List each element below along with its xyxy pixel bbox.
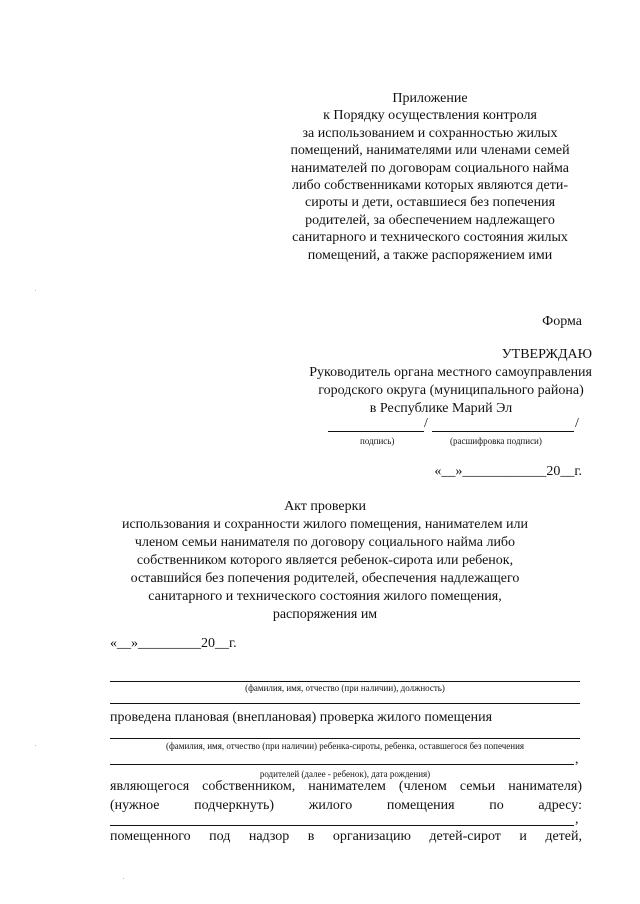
act-line: собственником которого является ребенок-сирота или ребенок, [136, 553, 514, 568]
comma: , [575, 752, 579, 767]
placed-line: помещенного под надзор в организацию детей-сирот и детей, [110, 829, 582, 844]
approval-line-1: Руководитель органа местного самоуправления [309, 365, 592, 380]
act-line: оставшийся без попечения родителей, обеспечения надлежащего [130, 571, 520, 586]
address-line: (нужное подчеркнуть) жилого помещения по адресу: [110, 798, 582, 813]
signature-label: подпись) [360, 436, 395, 446]
scan-speck [35, 745, 36, 746]
appendix-line: помещений, а также распоряжением ими [307, 247, 553, 263]
appendix-header [270, 90, 590, 264]
child-note: (фамилия, имя, отчество (при наличии) ребенка-сироты, ребенка, оставшегося без попечения [165, 741, 525, 751]
appendix-line: сироты и дети, оставшиеся без попечения [304, 195, 556, 211]
approval-title: УТВЕРЖДАЮ [501, 347, 592, 362]
appendix-line: либо собственниками которых являются дети- [291, 178, 568, 194]
appendix-line: помещений, нанимателями или членами семей [290, 143, 570, 159]
appendix-line: родителей, за обеспечением надлежащего [305, 212, 555, 228]
approval-block [270, 346, 592, 418]
act-heading [100, 498, 550, 624]
act-line: санитарного и технического состояния жилого помещения, [148, 589, 502, 604]
act-line: использования и сохранности жилого помещения, нанимателем или [121, 517, 529, 532]
approval-line-3: в Республике Марий Эл [369, 401, 513, 416]
approval-line-2: городского округа (муниципального района) [318, 383, 584, 398]
decode-line [432, 431, 574, 432]
appendix-line: Приложение [392, 91, 468, 106]
inspector-line [110, 681, 580, 682]
signature-slash: / [424, 416, 428, 431]
inspector-note: (фамилия, имя, отчество (при наличии), должность) [245, 683, 445, 693]
approval-date: «__»____________20__г. [434, 464, 582, 479]
scan-speck [35, 290, 36, 291]
appendix-line: санитарного и технического состояния жилых [292, 230, 568, 246]
act-line: членом семьи нанимателя по договору социального найма либо [134, 535, 516, 550]
child-line-2 [110, 764, 574, 765]
inspection-line: проведена плановая (внеплановая) проверка жилого помещения [110, 710, 493, 725]
decode-slash: / [575, 416, 579, 431]
appendix-line: к Порядку осуществления контроля [323, 108, 537, 124]
signature-line [328, 431, 424, 432]
act-line: распоряжения им [272, 607, 378, 622]
act-date: «__»_________20__г. [110, 636, 237, 651]
form-label: Форма [542, 314, 582, 329]
child-line [110, 738, 580, 739]
child-note-2: родителей (далее - ребенок), дата рождения) [259, 769, 431, 779]
owner-line: являющегося собственником, нанимателем (членом семьи нанимателя) [110, 779, 582, 794]
scan-speck [123, 878, 124, 879]
appendix-line: за использованием и сохранностью жилых [302, 125, 558, 141]
appendix-line: нанимателей по договорам социального найма [291, 160, 569, 176]
inspector-line-2 [110, 703, 580, 704]
act-title: Акт проверки [284, 499, 366, 514]
address-field-line [110, 825, 574, 826]
comma-2: , [575, 812, 579, 827]
decode-label: (расшифровка подписи) [450, 436, 542, 446]
